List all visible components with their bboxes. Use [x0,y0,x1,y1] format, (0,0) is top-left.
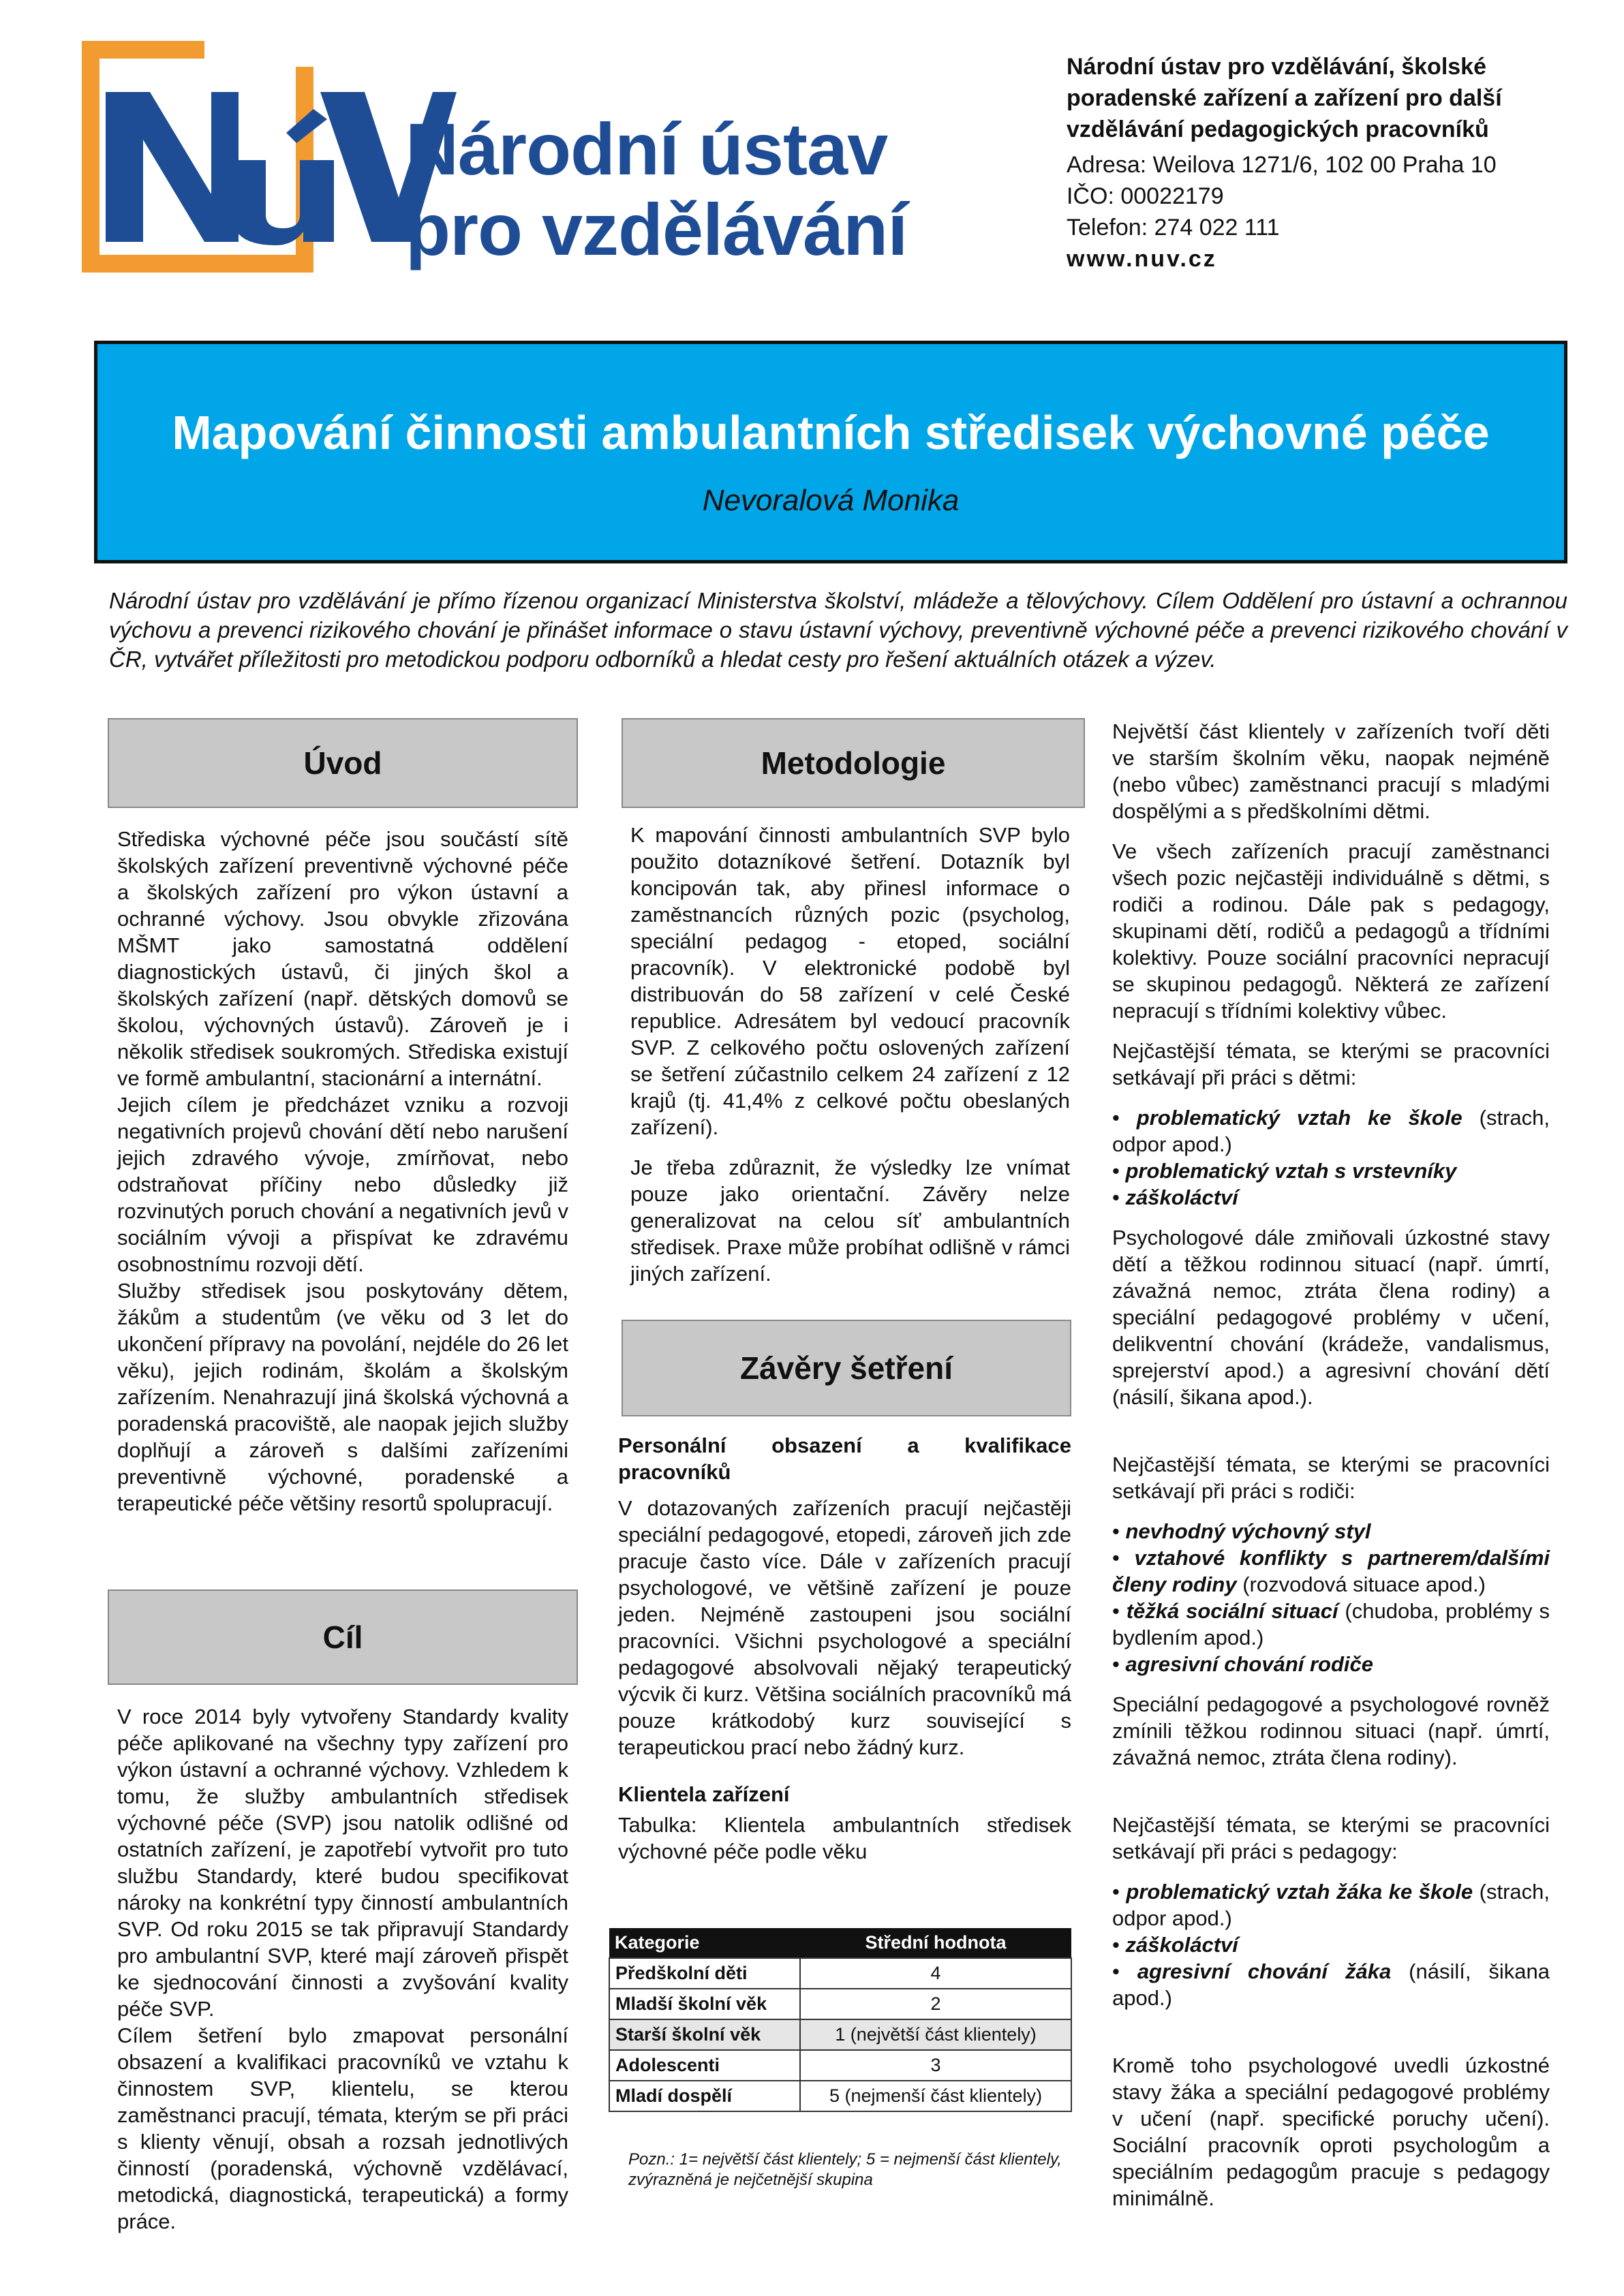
table-note: Pozn.: 1= největší část klientely; 5 = nejmenší část klientely, zvýrazněná je nejčetnější skupina [628,2150,1062,2189]
institution-info [1067,51,1584,275]
section-metodologie [622,718,1085,808]
cil-p2: Cílem šetření bylo zmapovat personální obsazení a kvalifikaci pracovníků ve vztahu k činnostem SVP, klientelu, se kterou zaměstnanci pracují, témata, kterým se při práci s klienty věnují, obsah a rozsah jednotlivých činností (poradenská, výchovně vzdělávací, metodická, diagnostická, terapeutická) a formy práce. [117,2023,568,2233]
intro-paragraph: Národní ústav pro vzdělávání je přímo řízenou organizací Ministerstva školství, mládeže a tělovýchovy. Cílem Oddělení pro ústavní a ochrannou výchovu a prevenci rizikového chování je přinášet informace o stavu ústavní výchovy, preventivně výchovné péče a prevenci rizikového chování v ČR, vytvářet příležitosti pro metodickou podporu odborníků a hledat cesty pro řešení aktuálních otázek a výzev. [109,588,1567,672]
logo-name-line2: pro vzdělávání [405,188,908,270]
nuv-logo [82,41,913,279]
page-title: Mapování činnosti ambulantních středisek výchovné péče [172,406,1490,459]
section-zavery [622,1320,1071,1416]
author: Nevoralová Monika [702,484,960,517]
list-item [1112,1878,1550,1932]
institution-name-1: Národní ústav pro vzdělávání, školské [1067,54,1487,80]
section-zavery-heading: Závěry šetření [740,1350,953,1386]
personal-heading: Personální obsazení a kvalifikace pracovníků [618,1433,1071,1484]
deti-intro: Nejčastější témata, se kterými se pracovníci setkávají při práci s dětmi: [1112,1039,1550,1089]
list-item-rest: (strach, odpor apod.) [1112,1880,1550,1930]
table-cell-value: 5 (nejmenší část klientely) [800,2081,1071,2111]
bullet: • [1112,1652,1120,1676]
institution-phone: Telefon: 274 022 111 [1067,215,1280,241]
list-item-emphasis: agresivní chování žáka [1137,1959,1392,1983]
institution-address: Adresa: Weilova 1271/6, 102 00 Praha 10 [1067,152,1497,178]
metodologie-text [630,822,1070,1287]
col3-p1: Největší část klientely v zařízeních tvoří děti ve starším školním věku, naopak nejméně (nebo vůbec) zaměstnanci pracují s mladými dospělými a s předškolními dětmi. [1112,719,1550,823]
table-row-highlighted [609,2019,1071,2050]
section-metodologie-heading: Metodologie [761,745,946,781]
list-item-rest: (násilí, šikana apod.) [1112,1959,1550,2010]
list-item [1112,1598,1550,1651]
list-item-emphasis: nevhodný výchovný styl [1125,1519,1371,1543]
bullet: • [1112,1106,1120,1130]
list-item-emphasis: záškoláctví [1125,1185,1238,1209]
rodice-intro: Nejčastější témata, se kterými se pracovníci setkávají při práci s rodiči: [1112,1453,1550,1503]
col3-p2: Ve všech zařízeních pracují zaměstnanci všech pozic nejčastěji individuálně s dětmi, s rodiči a rodinou. Dále pak s pedagogy, skupinami dětí, rodičů a pedagogů a třídními kolektivy. Pouze sociální pracovníci nepracují se skupinou pedagogů. Některá ze zařízení nepracují s třídními kolektivy vůbec. [1112,839,1550,1023]
table-row [609,1989,1071,2019]
list-item [1112,1932,1550,1958]
table-cell-category: Adolescenti [609,2050,800,2081]
bullet: • [1112,1159,1120,1183]
table-cell-category: Předškolní děti [609,1958,800,1989]
klientela-heading: Klientela zařízení [618,1782,790,1806]
table-row [609,1958,1071,1989]
bullet: • [1112,1185,1120,1209]
institution-web: www.nuv.cz [1067,246,1217,272]
col3-p3: Psychologové dále zmiňovali úzkostné stavy dětí a těžkou rodinnou situací (např. úmrtí, závažná nemoc, ztráta člena rodiny) a speciální pedagogové problémy v učení, delikventní chování (krádeže, vandalismus, sprejerství apod.) a agresivní chování dětí (násilí, šikana apod.). [1112,1226,1550,1409]
table-cell-value: 1 (největší část klientely) [800,2019,1071,2050]
institution-name-3: vzdělávání pedagogických pracovníků [1067,117,1489,142]
institution-name-2: poradenské zařízení a zařízení pro další [1067,85,1502,111]
institution-ico: IČO: 00022179 [1067,183,1224,209]
section-cil-heading: Cíl [322,1619,363,1655]
table-header-stredni-hodnota: Střední hodnota [800,1928,1071,1958]
list-item [1112,1518,1550,1545]
table-row [609,2050,1071,2081]
table-header-kategorie: Kategorie [609,1928,800,1958]
bullet: • [1112,1546,1120,1570]
section-uvod-heading: Úvod [303,745,382,781]
table-cell-value: 2 [800,1989,1071,2019]
table-cell-value: 3 [800,2050,1071,2081]
section-uvod [108,718,578,808]
table-caption: Tabulka: Klientela ambulantních středisek výchovné péče podle věku [618,1813,1071,1863]
section-cil [108,1589,578,1685]
metod-p1: K mapování činnosti ambulantních SVP bylo použito dotazníkové šetření. Dotazník byl koncipován tak, aby přinesl informace o zaměstnancích různých pozic (psycholog, speciální pedagog - etoped, sociální pracovník). V elektronické podobě byl distribuován do 58 zařízení v celé České republice. Adresátem byl vedoucí pracovník SVP. Z celkového počtu oslovených zařízení se šetření zúčastnilo celkem 24 zařízení z 12 krajů (tj. 41,4% z celkové počtu obeslaných zařízení). [630,823,1070,1139]
logo-name [405,109,907,270]
uvod-p2: Jejich cílem je předcházet vzniku a rozvoji negativních projevů chování dětí nebo narušení jejich zdravého vývoje, zmírňovat, nebo odstraňovat příčiny nebo důsledky již rozvinutých poruch chování a negativních jevů v sociálním vývoji a přispívat ke zdravému osobnostnímu rozvoji dětí. [117,1093,568,1276]
list-item [1112,1158,1550,1184]
cil-text [117,1703,568,2235]
list-item-rest: (chudoba, problémy s bydlením apod.) [1112,1599,1550,1649]
col3-text [1112,718,1550,2212]
logo-letters [102,78,457,249]
uvod-text [117,826,568,1517]
table-cell-category: Mladší školní věk [609,1989,800,2019]
list-item [1112,1545,1550,1598]
list-item [1112,1104,1550,1158]
uvod-p3: Služby středisek jsou poskytovány dětem, žákům a studentům (ve věku od 3 let do ukončení přípravy na povolání, nejdéle do 26 let věku), jejich rodinám, školám a školským zařízením. Nenahrazují jiná školská výchovná a poradenská pracoviště, ale naopak jejich služby doplňují a zároveň s dalšími zařízeními preventivně výchovné, poradenské a terapeutické péče většiny resortů spolupracují. [117,1279,568,1515]
list-item-rest: (rozvodová situace apod.) [1236,1572,1486,1596]
cil-p1: V roce 2014 byly vytvořeny Standardy kvality péče aplikované na všechny typy zařízení pro výkon ústavní a ochranné výchovy. Vzhledem k tomu, že služby ambulantních středisek výchovné péče (SVP) jsou natolik odlišné od ostatních zařízení, je zapotřebí vytvořit pro tuto službu Standardy, které budou specifikovat nároky na konkrétní typy činností ambulantních SVP. Od roku 2015 se tak připravují Standardy pro ambulantní SVP, které mají zároveň přispět ke sjednocování činnosti a zvyšování kvality péče SVP. [117,1705,568,2021]
list-item-emphasis: těžká sociální situací [1126,1599,1338,1623]
table-header-row [609,1928,1071,1958]
col3-p4: Speciální pedagogové a psychologové rovněž zmínili těžkou rodinnou situaci (např. úmrtí, závažná nemoc, ztráta člena rodiny). [1112,1692,1550,1769]
list-item-emphasis: problematický vztah ke škole [1136,1106,1462,1130]
pedagog-intro: Nejčastější témata, se kterými se pracovníci setkávají při práci s pedagogy: [1112,1813,1550,1863]
list-item-emphasis: problematický vztah s vrstevníky [1125,1159,1457,1183]
list-item-emphasis: problematický vztah žáka ke škole [1126,1880,1473,1904]
list-item [1112,1651,1550,1677]
bullet: • [1112,1599,1120,1623]
personal-p: V dotazovaných zařízeních pracují nejčastěji speciální pedagogové, etopedi, zároveň jich zde pracuje často více. Dále v zařízeních pracují psychologové, ve většině zařízení je pouze jeden. Nejméně zastoupeni jsou sociální pracovníci. Všichni psychologové a speciální pedagogové absolvovali nějaký terapeutický výcvik či kurz. Většina sociálních pracovníků má pouze krátkodobý kurz související s terapeutickou prací nebo žádný kurz. [618,1496,1071,1759]
zavery-text [618,1432,1071,1865]
table-cell-category: Starší školní věk [609,2019,800,2050]
table-cell-category: Mladí dospělí [609,2081,800,2111]
logo-name-line1: Národní ústav [405,108,888,190]
bullet: • [1112,1959,1120,1983]
col3-p5: Kromě toho psychologové uvedli úzkostné stavy žáka a speciální pedagogové problémy v učení (např. specifické poruchy učení). Sociální pracovník oproti psychologům a speciálním pedagogům pracuje s pedagogy minimálně. [1112,2053,1550,2210]
table-row [609,2081,1071,2111]
klientela-table [609,1928,1072,2112]
bullet: • [1112,1933,1120,1957]
uvod-p1: Střediska výchovné péče jsou součástí sítě školských zařízení preventivně výchovné péče a školských zařízení pro výkon ústavní a ochranné výchovy. Jsou obvykle zřizována MŠMT jako samostatná oddělení diagnostických ústavů, či jiných škol a školských zařízení (např. dětských domovů se školou, výchovných ústavů). Zároveň je i několik středisek soukromých. Střediska existují ve formě ambulantní, stacionární a internátní. [117,827,568,1090]
list-item-rest: (strach, odpor apod.) [1112,1106,1550,1156]
bullet: • [1112,1519,1120,1543]
list-item-emphasis: záškoláctví [1125,1933,1238,1957]
list-item [1112,1958,1550,2011]
list-item-emphasis: vztahové konflikty s partnerem/dalšími členy rodiny [1112,1546,1550,1596]
metod-p2: Je třeba zdůraznit, že výsledky lze vnímat pouze jako orientační. Závěry nelze generalizovat na celou síť ambulantních středisek. Praxe může probíhat odlišně v rámci jiných zařízení. [630,1155,1070,1286]
table-cell-value: 4 [800,1958,1071,1989]
bullet: • [1112,1880,1120,1904]
title-banner [94,341,1567,563]
list-item [1112,1184,1550,1211]
list-item-emphasis: agresivní chování rodiče [1125,1652,1374,1676]
